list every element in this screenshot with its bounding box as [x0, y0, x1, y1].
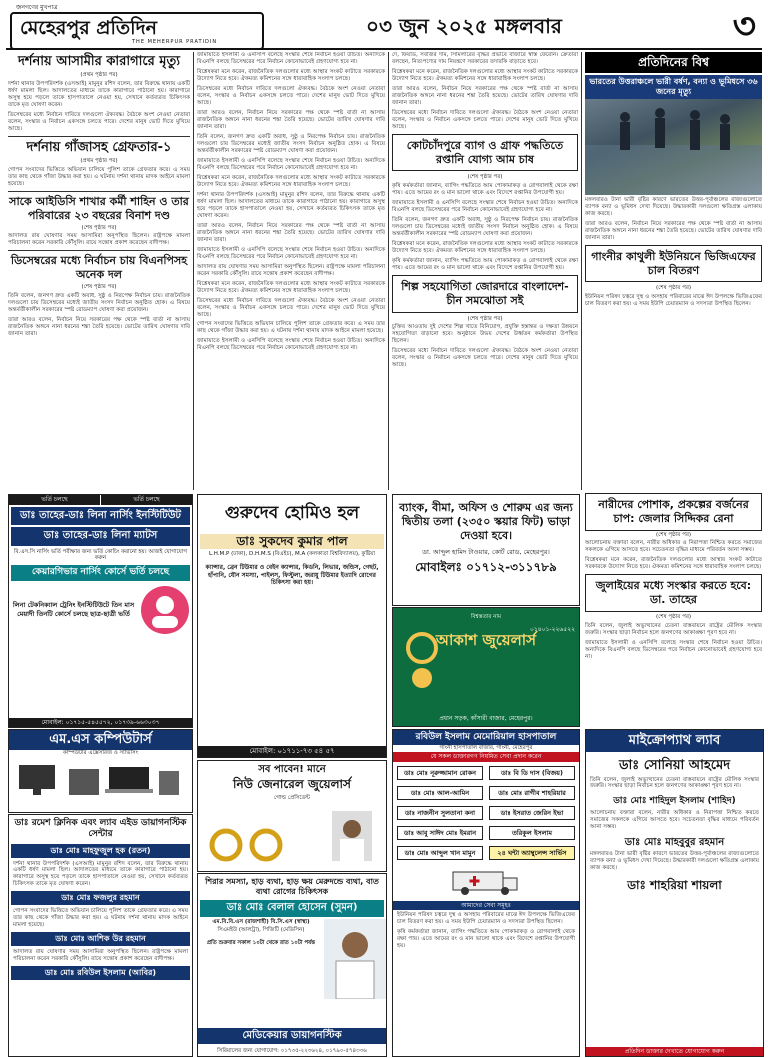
- column-3: [392, 52, 578, 490]
- article-body: মঙ্গলবারও টানা ভারী বৃষ্টির কারণে ভারতের উত্তর-পূর্বাঞ্চলের রাজ্যগুলোতে ব্যাপক বন্যা ও ভূমিধস দেখা দিয়েছে। উদ্ধারকারী দলগুলো ক্ষতিগ্রস্ত এলাকায় কাজ করছে। তারা আরও বলেন, নির্বাচন নিয়ে সরকারের পক্ষ থেকে স্পষ্ট বার্তা না আসায় রাজনৈতিক অঙ্গনে নানা ধরনের শঙ্কা তৈরি হয়েছে। ভোটের তারিখ ঘোষণার দাবি জানান তারা।: [585, 197, 762, 241]
- doctor-details: মঙ্গলবারও টানা ভারী বৃষ্টির কারণে ভারতের উত্তর-পূর্বাঞ্চলের রাজ্যগুলোতে ব্যাপক বন্যা ও ভূমিধস দেখা দিয়েছে। উদ্ধারকারী দলগুলো ক্ষতিগ্রস্ত এলাকায় কাজ করছে।: [590, 851, 759, 872]
- homeo-hall-title: গুরুদেব হোমিও হল: [224, 503, 360, 523]
- headline: দর্শনায় গাঁজাসহ গ্রেফতার-১: [26, 140, 172, 156]
- computers-title: এম.এস কম্পিউটার্স: [9, 730, 192, 750]
- doctor-name: ডাঃ মোঃ বেলাল হোসেন (সুমন): [200, 900, 384, 917]
- newspaper-name-en: THE MEHERPUR PRATIDIN: [132, 39, 218, 45]
- visiting-hours: প্রতি শুক্রবার সকাল ১০টা থেকে রাত ১০টা পর্যন্ত: [206, 940, 316, 947]
- doctor-name: ডাঃ মোঃ রাগীব শাহরিয়ার: [489, 786, 575, 800]
- doctor-name: তরিকুল ইসলাম: [489, 826, 575, 840]
- doctor-name: ডাঃ ইসরাত জেরিন ইভা: [489, 806, 575, 820]
- jewellers-address: প্রধান সড়ক, কাঁসারী বাজার, মেহেরপুর।: [439, 714, 533, 722]
- doctor-name: ডাঃ মোঃ নূরুজ্জামান রোকন: [397, 766, 483, 780]
- headline: ডিসেম্বরের মধ্যে নির্বাচন চায় বিএনপিসহ অনেক দল: [10, 254, 188, 282]
- column-4-lower: [585, 492, 762, 692]
- article-body: তিনি বলেন, জনগণ দ্রুত একটি অবাধ, সুষ্ঠু ও নিরপেক্ষ নির্বাচন চায়। রাজনৈতিক দলগুলো চায় ডিসেম্বরের মধ্যেই জাতীয় সংসদ নির্বাচন অনুষ্ঠিত হোক। এ বিষয়ে অন্তর্বর্তীকালীন সরকারের স্পষ্ট রোডম্যাপ ঘোষণা করা প্রয়োজন। তারা আরও বলেন, নির্বাচন নিয়ে সরকারের পক্ষ থেকে স্পষ্ট বার্তা না আসায় রাজনৈতিক অঙ্গনে নানা ধরনের শঙ্কা তৈরি হয়েছে। ভোটের তারিখ ঘোষণার দাবি জানান তারা।: [8, 292, 190, 337]
- lab-name: মাইক্রোপ্যাথ ল্যাব: [586, 730, 763, 752]
- doctor-name: ডাঃ মোঃ রবিউল ইসলাম (আবির): [11, 966, 190, 980]
- article-body: ইউনিয়ন পরিষদ চত্বরে দুস্থ ও অসহায় পরিবারের মাঝে ঈদ উপলক্ষে ভিজিএফের চাল বিতরণ করা হয়। এ সময় ইউপি চেয়ারম্যান ও সদস্যরা উপস্থিত ছিলেন।: [585, 294, 762, 308]
- proprietor: গোল্ড প্রেসিডেন্ট: [273, 794, 311, 801]
- doctor-degree: L.H.M.P (ঢাকা), D.H.M.S (বিএইচ), M.A (কলকাতা বিশ্ববিদ্যালয়), কুষ্টিয়া: [208, 551, 376, 558]
- headline: কোটচাঁদপুরে ব্যাগ ও গ্রাফ পদ্ধতিতে রপ্তানি যোগ্য আম চাষ: [406, 138, 564, 166]
- jump-line: (প্রথম পৃষ্ঠার পর): [80, 158, 118, 165]
- services-list: ইউনিয়ন পরিষদ চত্বরে দুস্থ ও অসহায় পরিবারের মাঝে ঈদ উপলক্ষে ভিজিএফের চাল বিতরণ করা হয়। এ সময় ইউপি চেয়ারম্যান ও সদস্যরা উপস্থিত ছিলেন। কৃষি কর্মকর্তারা জানান, ব্যাগিং পদ্ধতিতে আম পোকামাকড় ও রোগবালাই থেকে রক্ষা পায়। এতে আমের রং ও মান ভালো থাকে এবং বিদেশে রপ্তানির উপযোগী হয়।: [397, 912, 575, 950]
- doctor-photo: [324, 919, 386, 999]
- doctor-name: ডাঃ মোঃ শাহিদুল ইসলাম (শাহিদ): [613, 796, 736, 807]
- proprietor-photo: [332, 811, 372, 861]
- ad-nursing-institute: [8, 494, 193, 728]
- doctor-name: ডাঃ মোঃ আল-আমিন: [397, 786, 483, 800]
- article-body: গোপন সংবাদের ভিত্তিতে অভিযান চালিয়ে পুলিশ তাকে গ্রেফতার করে। এ সময় তার কাছ থেকে গাঁজা উদ্ধার করা হয়। এ ঘটনায় দর্শনা থানায় মাদক আইনে মামলা হয়েছে।: [8, 167, 190, 188]
- ad-belal-hossain: [197, 873, 387, 1057]
- article-body: দে, ফিয়াড, সবজির দাম, সিমিলারের বৃদ্ধির প্রভাবে বাজারে স্বস্তি ফেরেনি। ক্রেতারা বলছেন, নিত্যপণ্যের দাম নিয়ন্ত্রণে সরকারের তদারকি বাড়াতে হবে। বিশ্লেষকরা মনে করেন, রাজনৈতিক দলগুলোর মধ্যে আস্থার সংকট কাটাতে সরকারকে উদ্যোগ নিতে হবে। ঐকমত্য কমিশনের সঙ্গে ধারাবাহিক সংলাপ চলছে। তারা আরও বলেন, নির্বাচন নিয়ে সরকারের পক্ষ থেকে স্পষ্ট বার্তা না আসায় রাজনৈতিক অঙ্গনে নানা ধরনের শঙ্কা তৈরি হয়েছে। ভোটের তারিখ ঘোষণার দাবি জানান তারা। ডিসেম্বরের মধ্যে নির্বাচন দাবিতে দলগুলো ঐক্যবদ্ধ। বৈঠকে অংশ নেওয়া নেতারা বলেন, সংস্কার ও নির্বাচন একসঙ্গে চলতে পারে। দেশের মানুষ ভোট দিতে মুখিয়ে আছে।: [392, 52, 578, 130]
- page-number: ৩: [732, 5, 756, 47]
- jewellers-name: আকাশ জুয়েলার্স: [435, 630, 537, 649]
- newspaper-name: মেহেরপুর প্রতিদিন: [20, 17, 157, 39]
- column-4: [585, 52, 762, 490]
- doctor-details: তিনি বলেন, জুলাই অভ্যুত্থানের চেতনা বাস্তবায়নে রাষ্ট্রের মৌলিক সংস্কার জরুরি। সংস্কার ছাড়া নির্বাচন হলে জনগণের আকাঙ্ক্ষা পূরণ হবে না।: [590, 776, 759, 790]
- ad-akash-jewellers: [392, 607, 580, 727]
- lab-footer: প্রতিদিন ডাক্তার দেখাতে যোগাযোগ করুন: [586, 1047, 763, 1057]
- ad-label: ভর্তি চলছে: [9, 495, 100, 505]
- jump-line: (শেষ পৃষ্ঠার পর): [655, 613, 691, 620]
- column-1: [8, 52, 190, 490]
- doctor-name: ডাঃ মোঃ আশিক উর রহমান: [11, 932, 190, 946]
- article-body: চুক্তির আওতায় দুই দেশের শিল্প খাতে বিনিয়োগ, প্রযুক্তি হস্তান্তর ও দক্ষতা উন্নয়নে সহযোগিতা বাড়ানো হবে। অনুষ্ঠানে উভয় দেশের উর্ধ্বতন কর্মকর্তারা উপস্থিত ছিলেন। ডিসেম্বরের মধ্যে নির্বাচন দাবিতে দলগুলো ঐক্যবদ্ধ। বৈঠকে অংশ নেওয়া নেতারা বলেন, সংস্কার ও নির্বাচন একসঙ্গে চলতে পারে। দেশের মানুষ ভোট দিতে মুখিয়ে আছে।: [392, 324, 578, 369]
- services-band: আমাদের সেবা সমূহঃ: [393, 901, 579, 911]
- institute-name-2: ডাঃ তাহের-ডাঃ লিনা ম্যাটস: [11, 527, 190, 546]
- specialty-line: শিরার সমস্যা, হাড় ব্যথা, হাড় ক্ষয় মেরুদন্ডে ব্যথা, বাত ব্যথা রোগের চিকিৎসক: [205, 877, 379, 896]
- ad-micropath-lab: [585, 729, 764, 1057]
- ad-new-general-jewellers: [197, 760, 387, 872]
- doctor-name: ডাঃ সুকদেব কুমার পাল: [200, 534, 384, 549]
- ad-label: ভর্তি চলছে: [100, 495, 192, 505]
- people-in-flood-image: [585, 75, 762, 195]
- diagnostic-phone: সিরিয়ালের জন্য যোগাযোগ: ০১৭৩৫-২২৩৬২৪, ০১৭৯০-৫৭৪৩৩৬: [217, 1048, 367, 1055]
- jump-line: (শেষ পৃষ্ঠার পর): [467, 174, 503, 181]
- services-text: ক্যান্সার, ব্রেন টিউমার ও বেইন ক্যান্সার, কিডনি, লিভার, জন্ডিস, গেছট, হাঁপানি, যৌন সমস্যা, পাইলস, ফিস্টুলা, জরায়ু টিউমার ইত্যাদি রোগের চিকিৎসা করা হয়।: [205, 564, 379, 587]
- doctor-name: ডাঃ নাজনীন সুলতানা কনা: [397, 806, 483, 820]
- doctor-name: ডাঃ মোঃ আব্দুল খান মামুন: [397, 846, 483, 860]
- shop-name: নিউ জেনারেল জুয়েলার্স: [233, 776, 351, 791]
- computer-devices-icon: [9, 759, 189, 803]
- article-body: কৃষি কর্মকর্তারা জানান, ব্যাগিং পদ্ধতিতে আম পোকামাকড় ও রোগবালাই থেকে রক্ষা পায়। এতে আমের রং ও মান ভালো থাকে এবং বিদেশে রপ্তানির উপযোগী হয়। জামায়াতে ইসলামী ও এনসিপি বলেছে সংস্কার শেষে নির্বাচন হওয়া উচিত। অন্যদিকে বিএনপি বলছে ডিসেম্বরের পরে নির্বাচন কোনোভাবেই গ্রহণযোগ্য হবে না। তিনি বলেন, জনগণ দ্রুত একটি অবাধ, সুষ্ঠু ও নিরপেক্ষ নির্বাচন চায়। রাজনৈতিক দলগুলো চায় ডিসেম্বরের মধ্যেই জাতীয় সংসদ নির্বাচন অনুষ্ঠিত হোক। এ বিষয়ে অন্তর্বর্তীকালীন সরকারের স্পষ্ট রোডম্যাপ ঘোষণা করা প্রয়োজন। বিশ্লেষকরা মনে করেন, রাজনৈতিক দলগুলোর মধ্যে আস্থার সংকট কাটাতে সরকারকে উদ্যোগ নিতে হবে। ঐকমত্য কমিশনের সঙ্গে ধারাবাহিক সংলাপ চলছে। কৃষি কর্মকর্তারা জানান, ব্যাগিং পদ্ধতিতে আম পোকামাকড় ও রোগবালাই থেকে রক্ষা পায়। এতে আমের রং ও মান ভালো থাকে এবং বিদেশে রপ্তানির উপযোগী হয়।: [392, 183, 578, 272]
- ad-office-rent: [392, 494, 580, 606]
- ad-phone: মোবাইল: ০১৭১১-৭৩ ৫৪ ৫৭: [198, 746, 386, 757]
- ambulance-icon: [451, 864, 521, 896]
- jump-line: (প্রথম পৃষ্ঠার পর): [80, 72, 118, 79]
- rent-phone: মোবাইলঃ ০১৭১২-৩১১৭৮৯: [415, 560, 557, 575]
- doctor-details: গোপন সংবাদের ভিত্তিতে অভিযান চালিয়ে পুলিশ তাকে গ্রেফতার করে। এ সময় তার কাছ থেকে গাঁজা উদ্ধার করা হয়। এ ঘটনায় দর্শনা থানায় মাদক আইনে মামলা হয়েছে।: [13, 908, 188, 929]
- headline: শিল্প সহযোগিতা জোরদারে বাংলাদেশ-চীন সমঝোতা সই: [401, 280, 569, 307]
- issue-date: ০৩ জুন ২০২৫ মঙ্গলবার: [366, 14, 562, 38]
- masthead-logo: [10, 12, 264, 50]
- promo-line: সব পাবেন! মানে: [258, 764, 326, 775]
- jump-line: (শেষ পৃষ্ঠার পর): [81, 283, 117, 290]
- doctor-degree-2: সিএমইউ (আলট্রা), পিজিটি (মেডিসিন): [217, 927, 305, 934]
- ad-robiul-islam-hospital: [392, 729, 580, 1057]
- flood-photo: [585, 75, 762, 195]
- nurse-logo-icon: [138, 583, 192, 637]
- ad-phone: মোবাইল: ০১৭১৫-৫৪৫৫৭২, ০১৭৩৯-৬৬৩০৩৭: [9, 718, 192, 728]
- world-section-ribbon: প্রতিদিনের বিশ্ব: [585, 52, 762, 73]
- ad-homeo-hall: [197, 494, 387, 758]
- doctor-name: ডাঃ মোঃ ফজলুর রহমান: [11, 891, 190, 905]
- gold-jewellery-icon: [206, 825, 296, 865]
- doctor-details: আদালত রায় ঘোষণার সময় আসামিরা অনুপস্থিত ছিলেন। রাষ্ট্রপক্ষে মামলা পরিচালনা করেন সরকারি কৌঁসুলি। রায়ে সন্তোষ প্রকাশ করেছেন বাদীপক্ষ।: [13, 949, 188, 963]
- doctor-name: ডাঃ মোঃ মাহফুজুল হক (রতন): [11, 844, 190, 858]
- jewellers-tag: বিশ্বস্ততার নাম: [470, 614, 502, 620]
- masthead-tagline: জনগণের মুখপাত্র: [16, 4, 58, 11]
- masthead: [6, 4, 762, 50]
- ad-ramesh-clinic: [8, 814, 193, 1057]
- doctor-details: দর্শনা থানার উপপরিদর্শক (এসআই) মামুনুর রশিদ বলেন, তার বিরুদ্ধে থানায় একটি ধর্ষণ মামলা ছিল। আদালতের মাধ্যমে তাকে কারাগারে পাঠানো হয়। কারাগারে অসুস্থ হয়ে পড়লে তাকে হাসপাতালে নেওয়া হয়, সেখানে কর্তব্যরত চিকিৎসক তাকে মৃত ঘোষণা করেন।: [13, 860, 188, 888]
- article-body: আলোচনায় বক্তারা বলেন, নারীর অধিকার ও নিরাপত্তা নিশ্চিত করতে সমাজের সকলকে এগিয়ে আসতে হবে। সচেতনতা বৃদ্ধির মাধ্যমে পরিবর্তন আনা সম্ভব। বিশ্লেষকরা মনে করেন, রাজনৈতিক দলগুলোর মধ্যে আস্থার সংকট কাটাতে সরকারকে উদ্যোগ নিতে হবে। ঐকমত্য কমিশনের সঙ্গে ধারাবাহিক সংলাপ চলছে।: [585, 540, 762, 571]
- ambulance-service: ২৪ ঘন্টা অ্যাম্বুলেন্স সার্ভিস: [489, 846, 575, 860]
- doctor-degree: এম.বি.বি.এস (রাজশাহী) বি.সি.এস (স্বাস্থ্য): [212, 918, 310, 925]
- jump-line: (শেষ পৃষ্ঠার পর): [467, 315, 503, 322]
- rent-title: ব্যাংক, বীমা, অফিস ও শোরুম এর জন্য দ্বিতীয় তলা (২৩৫০ স্কয়ার ফিট) ভাড়া দেওয়া হবে।: [399, 501, 573, 542]
- jewellery-icon: [397, 628, 447, 698]
- jump-line: (শেষ পৃষ্ঠার পর): [655, 531, 691, 538]
- doctor-name: ডাঃ মোঃ মাহবুবুর রহমান: [624, 836, 725, 848]
- doctor-details: আলোচনায় বক্তারা বলেন, নারীর অধিকার ও নিরাপত্তা নিশ্চিত করতে সমাজের সকলকে এগিয়ে আসতে হবে। সচেতনতা বৃদ্ধির মাধ্যমে পরিবর্তন আনা সম্ভব।: [590, 809, 759, 830]
- clinic-name: ডাঃ রমেশ ক্লিনিক এবং ল্যাব এইড ডায়াগনস্টিক সেন্টার: [14, 818, 187, 840]
- headline: সাকে আইডিসি শাখার কর্মী শাহিন ও তার পরিবারের ২৩ বছরের বিনাশ দণ্ড: [9, 195, 189, 222]
- doctor-name: ডাঃ সোনিয়া আহমেদ: [618, 758, 731, 774]
- article-body: আদালত রায় ঘোষণার সময় আসামিরা অনুপস্থিত ছিলেন। রাষ্ট্রপক্ষে মামলা পরিচালনা করেন সরকারি কৌঁসুলি। রায়ে সন্তোষ প্রকাশ করেছেন বাদীপক্ষ।: [8, 233, 190, 247]
- doctor-name: ডাঃ বি ডি দাস (বিজয়): [489, 766, 575, 780]
- hospital-name: রবিউল ইসলাম মেমোরিয়াল হাসপাতাল: [393, 730, 579, 745]
- ad-text: বি.এস.সি নার্সিং ভর্তি পরীক্ষার জন্য ভর্তি কোচিং করানো হয়। আজই যোগাযোগ করুন: [13, 548, 188, 562]
- rent-address: ডা. আব্দুল হামিদ টাওয়ার, কোর্ট রোড, মেহেরপুর।: [422, 548, 550, 557]
- diagnostic-name: মেডিকেয়ার ডায়াগনস্টিক: [198, 1028, 386, 1045]
- headline: দর্শনায় আসামীর কারাগারে মৃত্যু: [17, 54, 181, 69]
- course-text: লিনা টেকনিক্যাল ট্রেনিং ইনস্টিটিউটে তিন মাস মেয়াদী তিনটি কোর্সে চলছে ছাত্র-ছাত্রী ভর্তি: [12, 601, 135, 618]
- article-body: তিনি বলেন, জুলাই অভ্যুত্থানের চেতনা বাস্তবায়নে রাষ্ট্রের মৌলিক সংস্কার জরুরি। সংস্কার ছাড়া নির্বাচন হলে জনগণের আকাঙ্ক্ষা পূরণ হবে না। জামায়াতে ইসলামী ও এনসিপি বলেছে সংস্কার শেষে নির্বাচন হওয়া উচিত। অন্যদিকে বিএনপি বলছে ডিসেম্বরের পরে নির্বাচন কোনোভাবেই গ্রহণযোগ্য হবে না।: [585, 622, 762, 660]
- institute-name: ডাঃ তাহের-ডাঃ লিনা নার্সিং ইনস্টিটিউট: [11, 507, 190, 526]
- hospital-address: গাংনী হাসপাতাল বাজার, গাংনী, মেহেরপুর: [439, 745, 533, 752]
- headline: জুলাইয়ের মধ্যে সংস্কার করতে হবে: ডা. তাহের: [595, 579, 752, 607]
- headline: গাংনীর কাথুলী ইউনিয়নে ভিজিএফের চাল বিতরণ: [591, 249, 756, 277]
- headline: নারীদের পোশাক, প্রকল্পের বর্জনের চাপ: জেলার সিদ্দিকর রেনা: [598, 498, 749, 525]
- jewellers-phone: ০১৪০১-২২৬৫২২: [529, 626, 575, 633]
- photo-caption: ভারতের উত্তরাঞ্চলে ভারী বর্ষণ, বন্যা ও ভূমিধসে ৩৬ জনের মৃত্যু: [585, 75, 762, 99]
- article-body: জামায়াতে ইসলামী ও এনসিপি বলেছে সংস্কার শেষে নির্বাচন হওয়া উচিত। অন্যদিকে বিএনপি বলছে ডিসেম্বরের পরে নির্বাচন কোনোভাবেই গ্রহণযোগ্য হবে না। বিশ্লেষকরা মনে করেন, রাজনৈতিক দলগুলোর মধ্যে আস্থার সংকট কাটাতে সরকারকে উদ্যোগ নিতে হবে। ঐকমত্য কমিশনের সঙ্গে ধারাবাহিক সংলাপ চলছে। ডিসেম্বরের মধ্যে নির্বাচন দাবিতে দলগুলো ঐক্যবদ্ধ। বৈঠকে অংশ নেওয়া নেতারা বলেন, সংস্কার ও নির্বাচন একসঙ্গে চলতে পারে। দেশের মানুষ ভোট দিতে মুখিয়ে আছে। তারা আরও বলেন, নির্বাচন নিয়ে সরকারের পক্ষ থেকে স্পষ্ট বার্তা না আসায় রাজনৈতিক অঙ্গনে নানা ধরনের শঙ্কা তৈরি হয়েছে। ভোটের তারিখ ঘোষণার দাবি জানান তারা। তিনি বলেন, জনগণ দ্রুত একটি অবাধ, সুষ্ঠু ও নিরপেক্ষ নির্বাচন চায়। রাজনৈতিক দলগুলো চায় ডিসেম্বরের মধ্যেই জাতীয় সংসদ নির্বাচন অনুষ্ঠিত হোক। এ বিষয়ে অন্তর্বর্তীকালীন সরকারের স্পষ্ট রোডম্যাপ ঘোষণা করা প্রয়োজন। জামায়াতে ইসলামী ও এনসিপি বলেছে সংস্কার শেষে নির্বাচন হওয়া উচিত। অন্যদিকে বিএনপি বলছে ডিসেম্বরের পরে নির্বাচন কোনোভাবেই গ্রহণযোগ্য হবে না। বিশ্লেষকরা মনে করেন, রাজনৈতিক দলগুলোর মধ্যে আস্থার সংকট কাটাতে সরকারকে উদ্যোগ নিতে হবে। ঐকমত্য কমিশনের সঙ্গে ধারাবাহিক সংলাপ চলছে। দর্শনা থানার উপপরিদর্শক (এসআই) মামুনুর রশিদ বলেন, তার বিরুদ্ধে থানায় একটি ধর্ষণ মামলা ছিল। আদালতের মাধ্যমে তাকে কারাগারে পাঠানো হয়। কারাগারে অসুস্থ হয়ে পড়লে তাকে হাসপাতালে নেওয়া হয়, সেখানে কর্তব্যরত চিকিৎসক তাকে মৃত ঘোষণা করেন। তারা আরও বলেন, নির্বাচন নিয়ে সরকারের পক্ষ থেকে স্পষ্ট বার্তা না আসায় রাজনৈতিক অঙ্গনে নানা ধরনের শঙ্কা তৈরি হয়েছে। ভোটের তারিখ ঘোষণার দাবি জানান তারা। জামায়াতে ইসলামী ও এনসিপি বলেছে সংস্কার শেষে নির্বাচন হওয়া উচিত। অন্যদিকে বিএনপি বলছে ডিসেম্বরের পরে নির্বাচন কোনোভাবেই গ্রহণযোগ্য হবে না। আদালত রায় ঘোষণার সময় আসামিরা অনুপস্থিত ছিলেন। রাষ্ট্রপক্ষে মামলা পরিচালনা করেন সরকারি কৌঁসুলি। রায়ে সন্তোষ প্রকাশ করেছেন বাদীপক্ষ। বিশ্লেষকরা মনে করেন, রাজনৈতিক দলগুলোর মধ্যে আস্থার সংকট কাটাতে সরকারকে উদ্যোগ নিতে হবে। ঐকমত্য কমিশনের সঙ্গে ধারাবাহিক সংলাপ চলছে। ডিসেম্বরের মধ্যে নির্বাচন দাবিতে দলগুলো ঐক্যবদ্ধ। বৈঠকে অংশ নেওয়া নেতারা বলেন, সংস্কার ও নির্বাচন একসঙ্গে চলতে পারে। দেশের মানুষ ভোট দিতে মুখিয়ে আছে। গোপন সংবাদের ভিত্তিতে অভিযান চালিয়ে পুলিশ তাকে গ্রেফতার করে। এ সময় তার কাছ থেকে গাঁজা উদ্ধার করা হয়। এ ঘটনায় দর্শনা থানায় মাদক আইনে মামলা হয়েছে। জামায়াতে ইসলামী ও এনসিপি বলেছে সংস্কার শেষে নির্বাচন হওয়া উচিত। অন্যদিকে বিএনপি বলছে ডিসেম্বরের পরে নির্বাচন কোনোভাবেই গ্রহণযোগ্য হবে না।: [197, 52, 385, 352]
- doctors-band: যে সকল ডাক্তারগণ নিয়মিত সেবা প্রদান করেন: [393, 752, 579, 762]
- course-title: কেয়ারগিভার নার্সিং কোর্সে ভর্তি চলছে: [11, 565, 190, 580]
- doctor-name: ডাঃ আবু সাঈদ মোঃ ইমরান: [397, 826, 483, 840]
- jump-line: (শেষ পৃষ্ঠার পর): [81, 224, 117, 231]
- ad-ms-computers: [8, 729, 193, 813]
- jump-line: (শেষ পৃষ্ঠার পর): [655, 285, 691, 292]
- computers-subtitle: কম্পিউটার এক্সেসরিজ ও সার্ভিসিং: [62, 750, 139, 757]
- doctor-name: ডাঃ শাহরিয়া শায়লা: [627, 878, 722, 893]
- article-body: দর্শনা থানার উপপরিদর্শক (এসআই) মামুনুর রশিদ বলেন, তার বিরুদ্ধে থানায় একটি ধর্ষণ মামলা ছিল। আদালতের মাধ্যমে তাকে কারাগারে পাঠানো হয়। কারাগারে অসুস্থ হয়ে পড়লে তাকে হাসপাতালে নেওয়া হয়, সেখানে কর্তব্যরত চিকিৎসক তাকে মৃত ঘোষণা করেন। ডিসেম্বরের মধ্যে নির্বাচন দাবিতে দলগুলো ঐক্যবদ্ধ। বৈঠকে অংশ নেওয়া নেতারা বলেন, সংস্কার ও নির্বাচন একসঙ্গে চলতে পারে। দেশের মানুষ ভোট দিতে মুখিয়ে আছে।: [8, 81, 190, 133]
- column-2: [197, 52, 385, 490]
